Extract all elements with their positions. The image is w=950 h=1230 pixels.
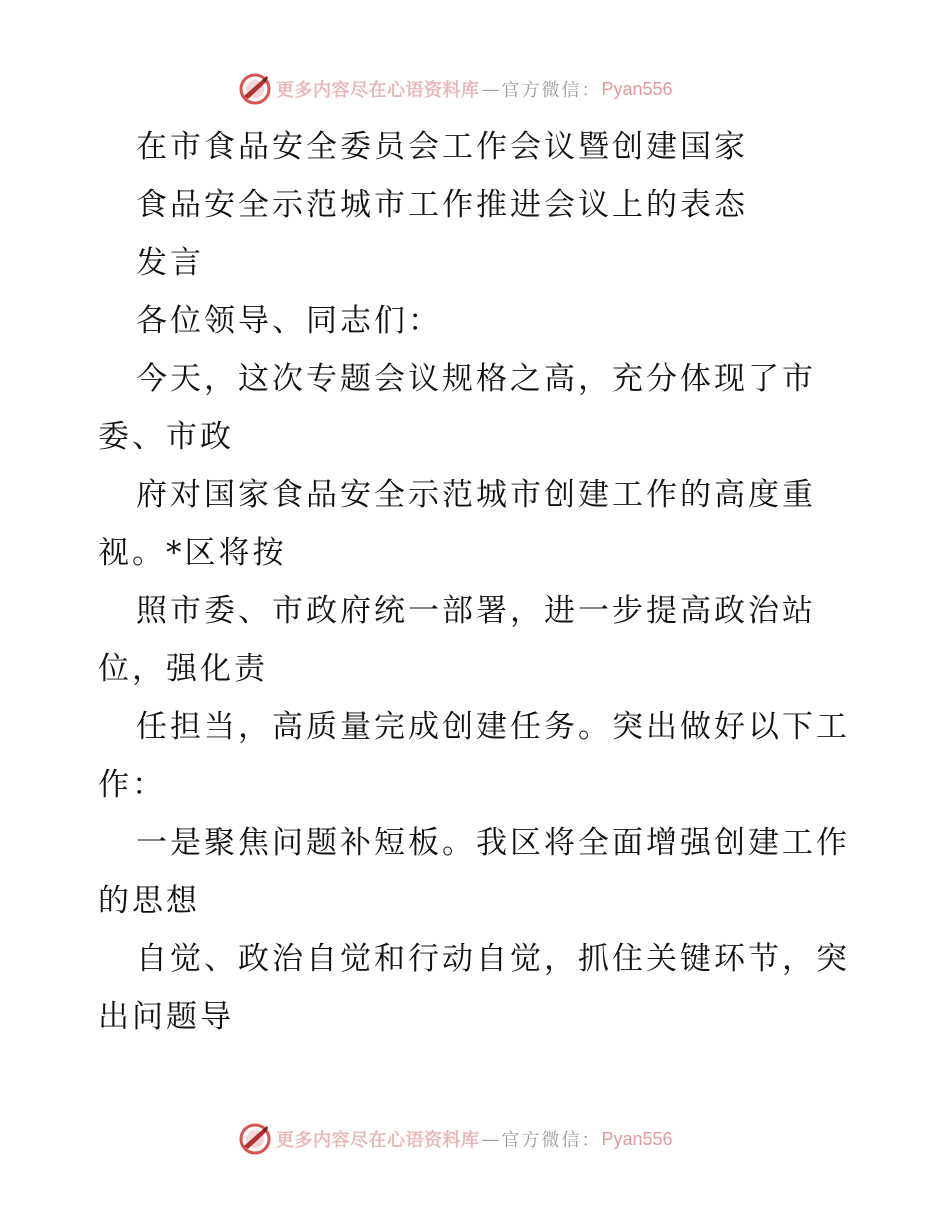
text-line: 作： (98, 767, 166, 803)
text-line: 一是聚焦问题补短板。我区将全面增强创建工作 (136, 825, 850, 861)
text-line: 各位领导、同志们： (136, 303, 442, 339)
text-line: 委、市政 (98, 419, 234, 455)
text-line: 位，强化责 (98, 651, 268, 687)
text-line: 的思想 (98, 883, 200, 919)
watermark-wechat-label: 官方微信： (501, 1130, 602, 1151)
pen-logo-icon (238, 1122, 272, 1156)
text-line: 食品安全示范城市工作推进会议上的表态 (136, 187, 748, 223)
text-line: 发言 (136, 245, 204, 281)
text-line: 照市委、市政府统一部署，进一步提高政治站 (136, 593, 816, 629)
watermark-brand: 更多内容尽在心语资料库 (276, 1130, 480, 1151)
text-line: 今天，这次专题会议规格之高，充分体现了市 (136, 361, 816, 397)
text-line: 府对国家食品安全示范城市创建工作的高度重 (136, 477, 816, 513)
watermark-dash: — (481, 78, 500, 100)
watermark-dash: — (481, 1128, 500, 1150)
watermark-footer (238, 1122, 673, 1156)
text-line: 视。*区将按 (98, 535, 287, 571)
document-body (98, 118, 858, 1046)
pen-logo-icon (238, 72, 272, 106)
watermark-brand: 更多内容尽在心语资料库 (276, 80, 480, 101)
watermark-header (238, 72, 673, 106)
watermark-wechat-label: 官方微信： (501, 80, 602, 101)
text-line: 自觉、政治自觉和行动自觉，抓住关键环节，突 (136, 941, 850, 977)
text-line: 任担当，高质量完成创建任务。突出做好以下工 (136, 709, 850, 745)
text-line: 出问题导 (98, 999, 234, 1035)
text-line: 在市食品安全委员会工作会议暨创建国家 (136, 129, 748, 165)
watermark-wechat-id: Pyan556 (601, 1128, 673, 1149)
watermark-wechat-id: Pyan556 (601, 78, 673, 99)
